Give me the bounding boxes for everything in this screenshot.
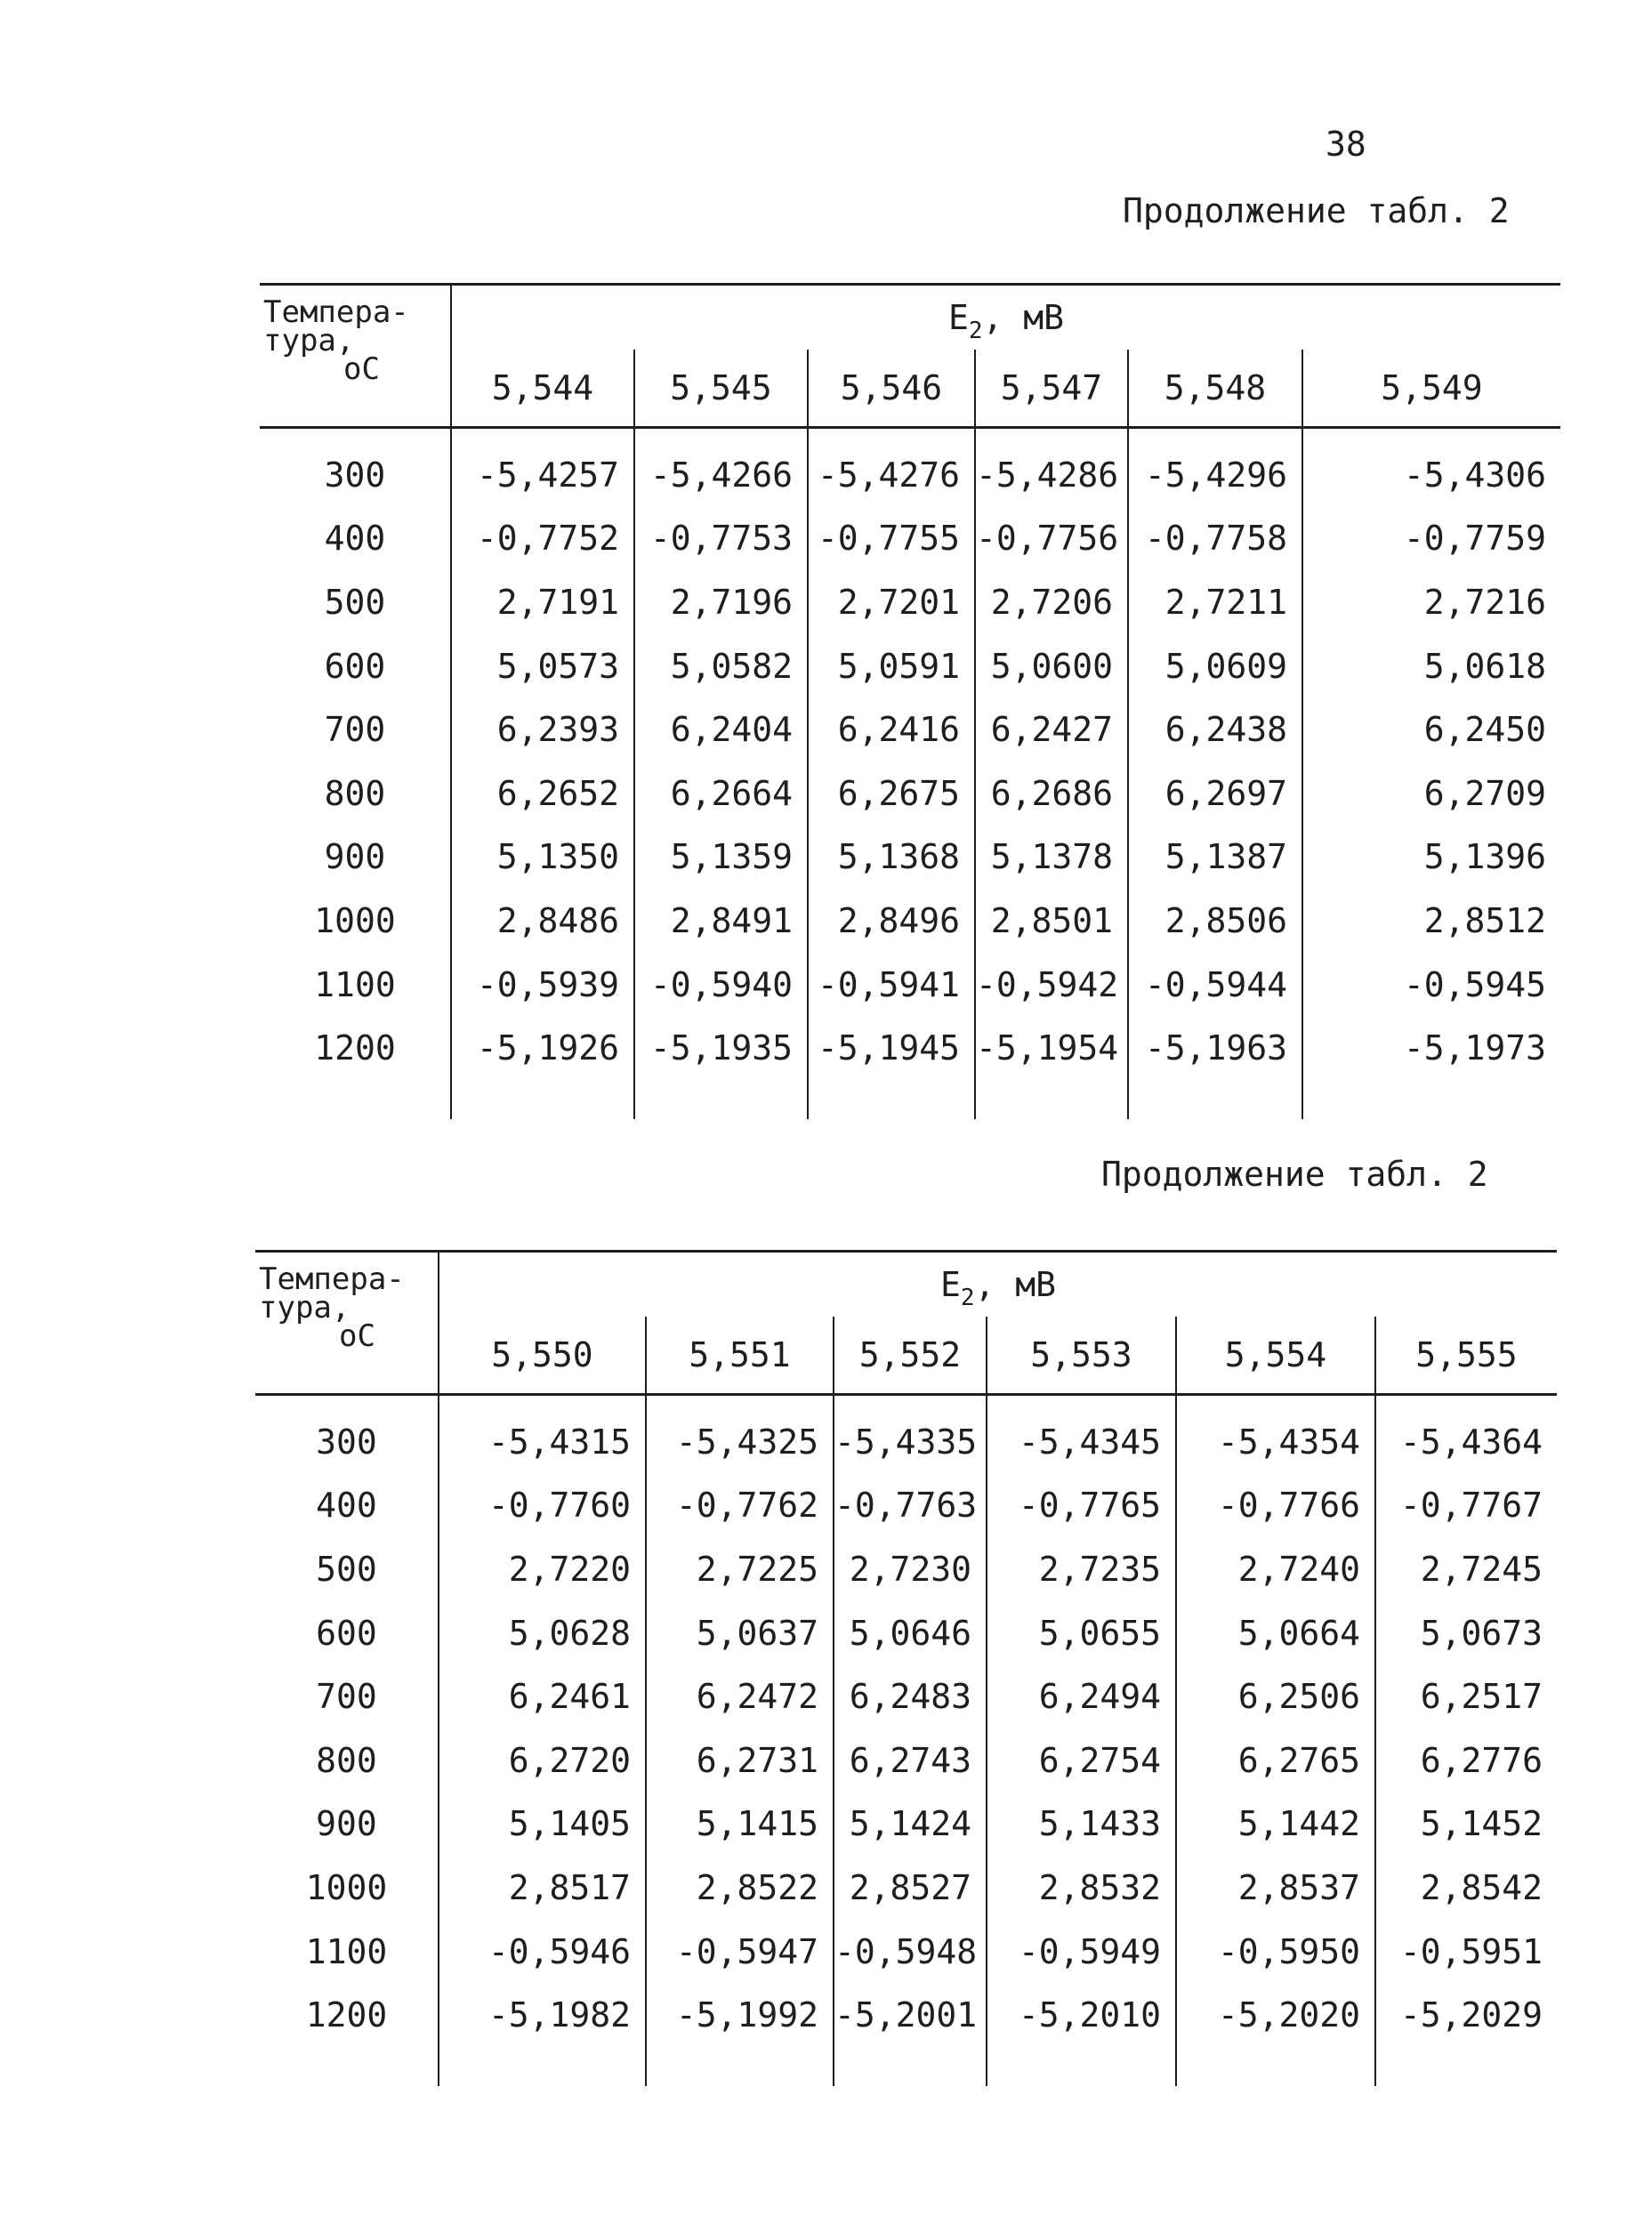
value-cell: 5,0573 [451,634,634,698]
value-cell: 2,7235 [987,1537,1176,1601]
column-header: 5,547 [975,350,1128,428]
table-row [260,634,1560,698]
column-header: 5,545 [634,350,808,428]
value-cell: 6,2393 [451,697,634,761]
tail-cell [646,2047,834,2086]
tail-cell [975,1080,1128,1119]
value-cell: -5,1963 [1128,1016,1302,1080]
value-cell: 5,0655 [987,1601,1176,1665]
value-cell: 5,1378 [975,826,1128,890]
table-row [255,1601,1557,1665]
value-cell: 5,1396 [1302,826,1560,890]
value-cell: -5,4296 [1128,428,1302,507]
value-cell: 6,2675 [808,761,975,826]
value-cell: 5,1424 [834,1793,987,1857]
temperature-cell: 1000 [314,900,396,940]
temperature-cell: 300 [324,455,386,495]
column-header: 5,546 [808,350,975,428]
column-header: 5,551 [646,1317,834,1395]
value-cell: 5,1350 [451,826,634,890]
row-header-label: Темпера- тура, [263,294,409,359]
row-header-unit: oC [343,351,380,387]
value-cell: 2,7201 [808,570,975,634]
temperature-cell: 300 [316,1422,377,1462]
column-header: 5,548 [1128,350,1302,428]
table-row [260,507,1560,571]
value-cell: -5,1992 [646,1983,834,2047]
table-row [260,697,1560,761]
column-header: 5,552 [834,1317,987,1395]
value-cell: -5,1945 [808,1016,975,1080]
table-row [255,1537,1557,1601]
value-cell: -5,4335 [834,1395,987,1474]
value-cell: 6,2720 [439,1728,646,1793]
value-cell: -0,5945 [1302,953,1560,1017]
value-cell: -0,5948 [834,1920,987,1984]
value-cell: -5,2001 [834,1983,987,2047]
header-row [260,285,1560,351]
table-row [255,1793,1557,1857]
value-cell: -0,7760 [439,1474,646,1538]
value-cell: 5,1387 [1128,826,1302,890]
value-cell: 6,2709 [1302,761,1560,826]
temperature-cell: 400 [324,519,386,559]
value-cell: -0,5947 [646,1920,834,1984]
value-cell: 6,2743 [834,1728,987,1793]
value-cell: 5,0637 [646,1601,834,1665]
group-symbol: E [947,298,969,337]
tail-cell [260,1080,451,1119]
value-cell: -5,4306 [1302,428,1560,507]
group-unit: , мВ [982,298,1065,337]
value-cell: 6,2450 [1302,697,1560,761]
value-cell: 2,7206 [975,570,1128,634]
value-cell: -0,5949 [987,1920,1176,1984]
value-cell: 5,0609 [1128,634,1302,698]
value-cell: -0,5939 [451,953,634,1017]
value-cell: 5,0618 [1302,634,1560,698]
value-cell: -0,5950 [1176,1920,1375,1984]
tail-cell [439,2047,646,2086]
value-cell: 5,1359 [634,826,808,890]
table-row [255,1395,1557,1474]
value-cell: 2,8496 [808,889,975,953]
column-header: 5,550 [439,1317,646,1395]
value-cell: 2,8517 [439,1856,646,1920]
value-cell: -0,7753 [634,507,808,571]
temperature-cell: 600 [316,1613,377,1653]
table-row [260,826,1560,890]
value-cell: 2,7196 [634,570,808,634]
value-cell: 5,1442 [1176,1793,1375,1857]
value-cell: 5,0591 [808,634,975,698]
value-cell: 6,2754 [987,1728,1176,1793]
temperature-cell: 1200 [305,1995,388,2035]
value-cell: 2,8512 [1302,889,1560,953]
value-cell: 2,7220 [439,1537,646,1601]
temperature-cell: 700 [316,1677,377,1717]
value-cell: 6,2652 [451,761,634,826]
tail-cell [255,2047,439,2086]
value-cell: -5,4257 [451,428,634,507]
row-header [260,285,451,428]
value-cell: 5,0673 [1375,1601,1557,1665]
value-cell: 2,8486 [451,889,634,953]
value-cell: 6,2517 [1375,1664,1557,1728]
value-cell: 5,1415 [646,1793,834,1857]
value-cell: -0,7763 [834,1474,987,1538]
value-cell: -5,4364 [1375,1395,1557,1474]
value-cell: -0,7759 [1302,507,1560,571]
column-header: 5,553 [987,1317,1176,1395]
value-cell: 6,2776 [1375,1728,1557,1793]
value-cell: -5,4276 [808,428,975,507]
temperature-cell: 1100 [305,1931,388,1971]
value-cell: -5,2029 [1375,1983,1557,2047]
temperature-cell: 900 [316,1804,377,1844]
temperature-cell: 1200 [314,1028,396,1068]
table-row [255,1856,1557,1920]
value-cell: 2,8522 [646,1856,834,1920]
tail-cell [451,1080,634,1119]
value-cell: 5,0646 [834,1601,987,1665]
value-cell: -5,2010 [987,1983,1176,2047]
value-cell: -5,4266 [634,428,808,507]
value-cell: -0,7752 [451,507,634,571]
value-cell: -5,4325 [646,1395,834,1474]
value-cell: 2,7211 [1128,570,1302,634]
value-cell: -0,7766 [1176,1474,1375,1538]
value-cell: 5,1433 [987,1793,1176,1857]
value-cell: 2,7230 [834,1537,987,1601]
value-cell: 6,2686 [975,761,1128,826]
group-subscript: 2 [960,1285,975,1311]
group-header [451,285,1560,351]
value-cell: -0,7758 [1128,507,1302,571]
value-cell: 2,8537 [1176,1856,1375,1920]
value-cell: -5,1982 [439,1983,646,2047]
table-row [260,570,1560,634]
value-cell: 5,1368 [808,826,975,890]
value-cell: 5,1405 [439,1793,646,1857]
value-cell: 6,2483 [834,1664,987,1728]
table-caption: Продолжение табл. 2 [1123,191,1510,230]
tail-cell [1176,2047,1375,2086]
temperature-cell: 500 [324,582,386,622]
value-cell: -0,7756 [975,507,1128,571]
value-cell: 6,2506 [1176,1664,1375,1728]
value-cell: 5,1452 [1375,1793,1557,1857]
value-cell: 6,2664 [634,761,808,826]
value-cell: 2,7216 [1302,570,1560,634]
row-header [255,1252,439,1395]
table-row [255,1664,1557,1728]
value-cell: 2,8506 [1128,889,1302,953]
table-row [255,1474,1557,1538]
value-cell: -5,1935 [634,1016,808,1080]
value-cell: 6,2731 [646,1728,834,1793]
value-cell: 2,8491 [634,889,808,953]
value-cell: 6,2461 [439,1664,646,1728]
value-cell: -0,7762 [646,1474,834,1538]
value-cell: 6,2494 [987,1664,1176,1728]
value-cell: -0,5951 [1375,1920,1557,1984]
temperature-cell: 900 [324,837,386,877]
value-cell: 2,7240 [1176,1537,1375,1601]
value-cell: -5,4315 [439,1395,646,1474]
tail-cell [987,2047,1176,2086]
table-tail [260,1080,1560,1119]
page-number: 38 [1326,125,1366,164]
value-cell: -0,7765 [987,1474,1176,1538]
value-cell: 2,8501 [975,889,1128,953]
temperature-cell: 800 [316,1740,377,1780]
value-cell: -5,4286 [975,428,1128,507]
value-cell: 6,2438 [1128,697,1302,761]
value-cell: -5,1973 [1302,1016,1560,1080]
value-cell: -5,1954 [975,1016,1128,1080]
table-row [255,1728,1557,1793]
value-cell: -5,1926 [451,1016,634,1080]
table-caption: Продолжение табл. 2 [1101,1155,1488,1194]
value-cell: 6,2697 [1128,761,1302,826]
group-unit: , мВ [974,1265,1057,1304]
header-row [255,1252,1557,1317]
value-cell: -0,5944 [1128,953,1302,1017]
temperature-cell: 600 [324,646,386,686]
column-header: 5,544 [451,350,634,428]
value-cell: -5,4345 [987,1395,1176,1474]
value-cell: -0,5942 [975,953,1128,1017]
thermo-emf-table [260,283,1560,1119]
value-cell: 2,7191 [451,570,634,634]
group-symbol: E [939,1265,961,1304]
value-cell: -0,5941 [808,953,975,1017]
column-header-row [255,1317,1557,1395]
value-cell: 6,2404 [634,697,808,761]
value-cell: 2,8542 [1375,1856,1557,1920]
value-cell: -0,5946 [439,1920,646,1984]
table-row [260,1016,1560,1080]
column-header-row [260,350,1560,428]
column-header: 5,554 [1176,1317,1375,1395]
value-cell: 6,2472 [646,1664,834,1728]
table-row [260,953,1560,1017]
row-header-unit: oC [339,1318,375,1354]
table-tail [255,2047,1557,2086]
value-cell: 5,0664 [1176,1601,1375,1665]
value-cell: 2,7245 [1375,1537,1557,1601]
value-cell: 5,0582 [634,634,808,698]
table-row [260,761,1560,826]
tail-cell [808,1080,975,1119]
value-cell: 5,0600 [975,634,1128,698]
temperature-cell: 800 [324,773,386,813]
table-row [260,428,1560,507]
column-header: 5,549 [1302,350,1560,428]
value-cell: -5,4354 [1176,1395,1375,1474]
tail-cell [1128,1080,1302,1119]
value-cell: 5,0628 [439,1601,646,1665]
tail-cell [634,1080,808,1119]
tail-cell [1302,1080,1560,1119]
group-subscript: 2 [968,318,983,344]
row-header-label: Темпера- тура, [259,1261,405,1326]
value-cell: -5,2020 [1176,1983,1375,2047]
value-cell: 2,8532 [987,1856,1176,1920]
tail-cell [834,2047,987,2086]
table-row [255,1983,1557,2047]
value-cell: 2,7225 [646,1537,834,1601]
value-cell: -0,5940 [634,953,808,1017]
value-cell: -0,7767 [1375,1474,1557,1538]
temperature-cell: 400 [316,1486,377,1526]
temperature-cell: 1000 [305,1867,388,1907]
value-cell: 6,2427 [975,697,1128,761]
value-cell: 6,2765 [1176,1728,1375,1793]
column-header: 5,555 [1375,1317,1557,1395]
temperature-cell: 500 [316,1549,377,1589]
table-row [255,1920,1557,1984]
thermo-emf-table [255,1250,1557,2086]
value-cell: 6,2416 [808,697,975,761]
group-header [439,1252,1557,1317]
temperature-cell: 700 [324,710,386,750]
value-cell: -0,7755 [808,507,975,571]
value-cell: 2,8527 [834,1856,987,1920]
temperature-cell: 1100 [314,964,396,1004]
tail-cell [1375,2047,1557,2086]
table-row [260,889,1560,953]
